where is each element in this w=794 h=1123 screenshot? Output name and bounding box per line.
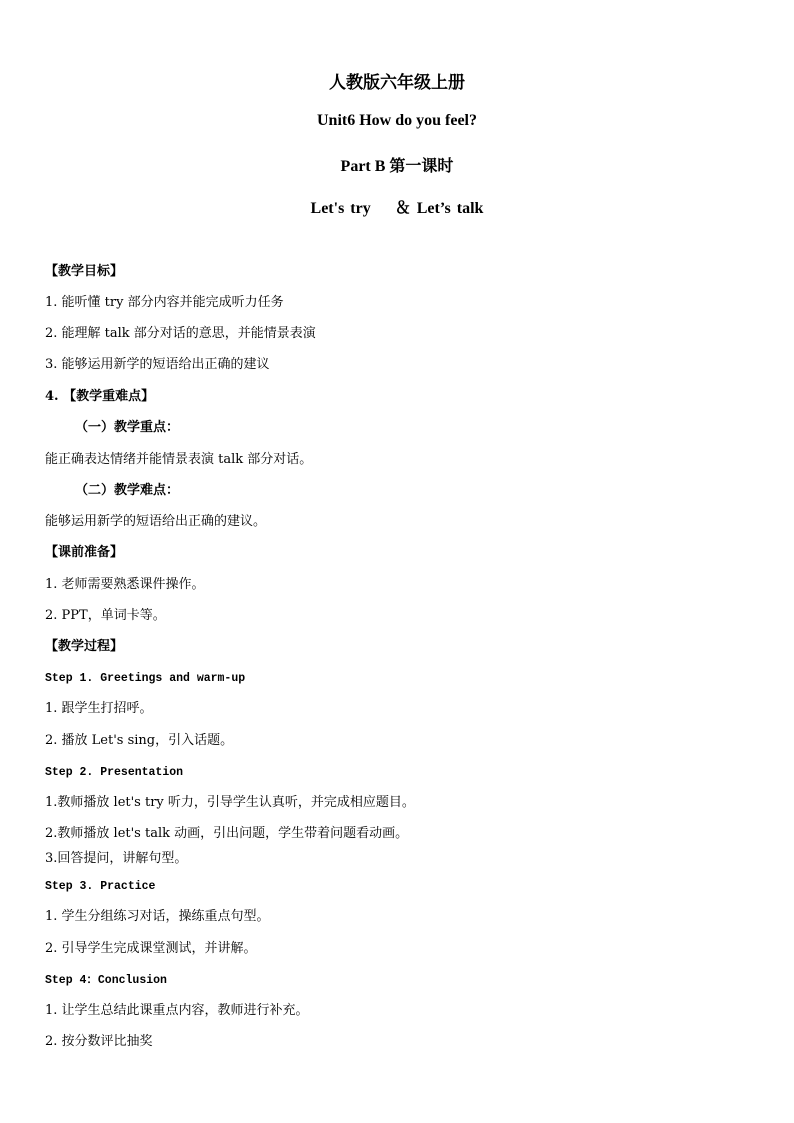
step-item: 2. 播放 Let's sing，引入话题。	[45, 733, 234, 748]
step-title: Step 3. Practice	[45, 880, 156, 893]
preparation-item: 2. PPT，单词卡等。	[45, 608, 166, 623]
step-item: 1. 学生分组练习对话，操练重点句型。	[45, 909, 270, 924]
objective-item: 1. 能听懂 try 部分内容并能完成听力任务	[45, 295, 284, 310]
step-item: 1. 跟学生打招呼。	[45, 701, 153, 716]
preparation-heading: 【课前准备】	[45, 545, 124, 560]
step-item: 2. 引导学生完成课堂测试，并讲解。	[45, 941, 257, 956]
preparation-item: 1. 老师需要熟悉课件操作。	[45, 577, 205, 592]
step-title: Step 2. Presentation	[45, 766, 184, 779]
step-item: 1. 让学生总结此课重点内容，教师进行补充。	[45, 1003, 309, 1018]
objective-item: 2. 能理解 talk 部分对话的意思，并能情景表演	[45, 326, 316, 341]
lesson-title: Let's try ＆ Let’s talk	[310, 200, 484, 217]
part-title: Part B 第一课时	[340, 158, 454, 175]
document-title: 人教版六年级上册	[329, 73, 465, 92]
focus-label: （一）教学重点：	[75, 420, 180, 435]
key-points-heading: 4. 【教学重难点】	[45, 389, 155, 404]
step-item: 3.回答提问，讲解句型。	[45, 851, 188, 866]
unit-title: Unit6 How do you feel?	[317, 112, 477, 129]
difficulty-text: 能够运用新学的短语给出正确的建议。	[45, 514, 267, 529]
objective-item: 3. 能够运用新学的短语给出正确的建议	[45, 357, 270, 372]
objectives-heading: 【教学目标】	[45, 264, 124, 279]
process-heading: 【教学过程】	[45, 639, 124, 654]
step-item: 2. 按分数评比抽奖	[45, 1034, 153, 1049]
step-title: Step 4：Conclusion	[45, 974, 167, 987]
focus-text: 能正确表达情绪并能情景表演 talk 部分对话。	[45, 452, 313, 467]
step-item: 1.教师播放 let's try 听力，引导学生认真听，并完成相应题目。	[45, 795, 415, 810]
step-item: 2.教师播放 let's talk 动画，引出问题，学生带着问题看动画。	[45, 826, 409, 841]
step-title: Step 1. Greetings and warm-up	[45, 672, 246, 685]
difficulty-label: （二）教学难点：	[75, 483, 180, 498]
